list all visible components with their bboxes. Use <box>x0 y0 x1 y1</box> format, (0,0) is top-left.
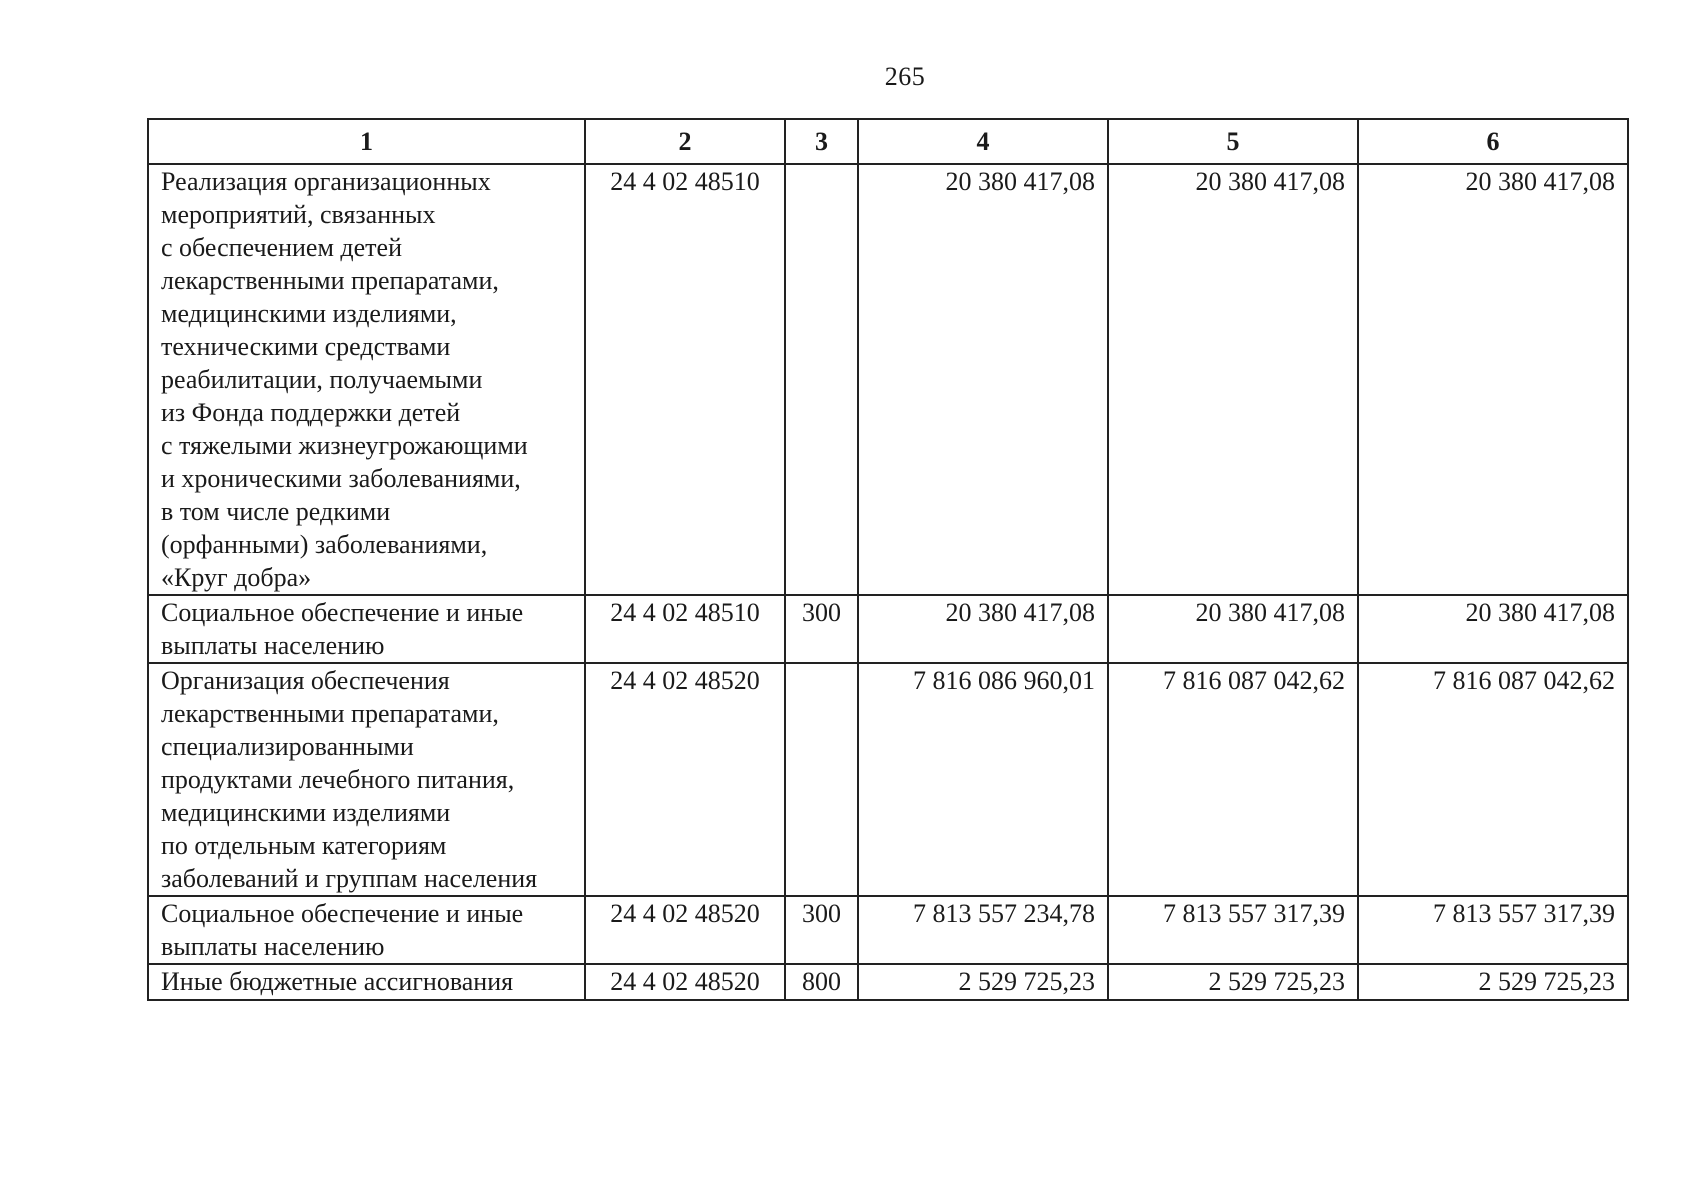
header-col-2: 2 <box>585 119 785 164</box>
row-amount-2: 20 380 417,08 <box>1108 164 1358 595</box>
row-amount-1: 20 380 417,08 <box>858 595 1108 663</box>
row-name: Реализация организационных мероприятий, связанных с обеспечением детей лекарственными препаратами, медицинскими изделиями, техническими средствами реабилитации, получаемыми из Фонда поддержки детей с тяжелыми жизнеугрожающими и хроническими заболеваниями, в том числе редкими (орфанными) заболеваниями, «Круг добра» <box>148 164 585 595</box>
table-header-row <box>148 119 1628 164</box>
row-type: 800 <box>785 964 858 1000</box>
table-row <box>148 896 1628 964</box>
row-name: Иные бюджетные ассигнования <box>148 964 585 1000</box>
row-amount-2: 2 529 725,23 <box>1108 964 1358 1000</box>
row-amount-1: 7 813 557 234,78 <box>858 896 1108 964</box>
row-amount-2: 20 380 417,08 <box>1108 595 1358 663</box>
row-amount-3: 2 529 725,23 <box>1358 964 1628 1000</box>
table-row <box>148 964 1628 1000</box>
row-type <box>785 663 858 896</box>
row-type: 300 <box>785 896 858 964</box>
row-amount-3: 20 380 417,08 <box>1358 595 1628 663</box>
header-col-1: 1 <box>148 119 585 164</box>
row-code: 24 4 02 48510 <box>585 164 785 595</box>
row-type <box>785 164 858 595</box>
row-amount-2: 7 816 087 042,62 <box>1108 663 1358 896</box>
row-amount-3: 7 813 557 317,39 <box>1358 896 1628 964</box>
row-amount-2: 7 813 557 317,39 <box>1108 896 1358 964</box>
row-name: Организация обеспечения лекарственными препаратами, специализированными продуктами лечебного питания, медицинскими изделиями по отдельным категориям заболеваний и группам населения <box>148 663 585 896</box>
row-code: 24 4 02 48510 <box>585 595 785 663</box>
table-row <box>148 663 1628 896</box>
header-col-5: 5 <box>1108 119 1358 164</box>
row-code: 24 4 02 48520 <box>585 896 785 964</box>
table-row <box>148 595 1628 663</box>
row-amount-3: 7 816 087 042,62 <box>1358 663 1628 896</box>
row-name: Социальное обеспечение и иные выплаты населению <box>148 595 585 663</box>
row-type: 300 <box>785 595 858 663</box>
row-amount-3: 20 380 417,08 <box>1358 164 1628 595</box>
row-amount-1: 2 529 725,23 <box>858 964 1108 1000</box>
row-amount-1: 20 380 417,08 <box>858 164 1108 595</box>
page-number: 265 <box>884 62 926 91</box>
row-name: Социальное обеспечение и иные выплаты населению <box>148 896 585 964</box>
budget-table <box>147 118 1629 1001</box>
header-col-4: 4 <box>858 119 1108 164</box>
table-row <box>148 164 1628 595</box>
row-amount-1: 7 816 086 960,01 <box>858 663 1108 896</box>
row-code: 24 4 02 48520 <box>585 663 785 896</box>
header-col-6: 6 <box>1358 119 1628 164</box>
header-col-3: 3 <box>785 119 858 164</box>
row-code: 24 4 02 48520 <box>585 964 785 1000</box>
